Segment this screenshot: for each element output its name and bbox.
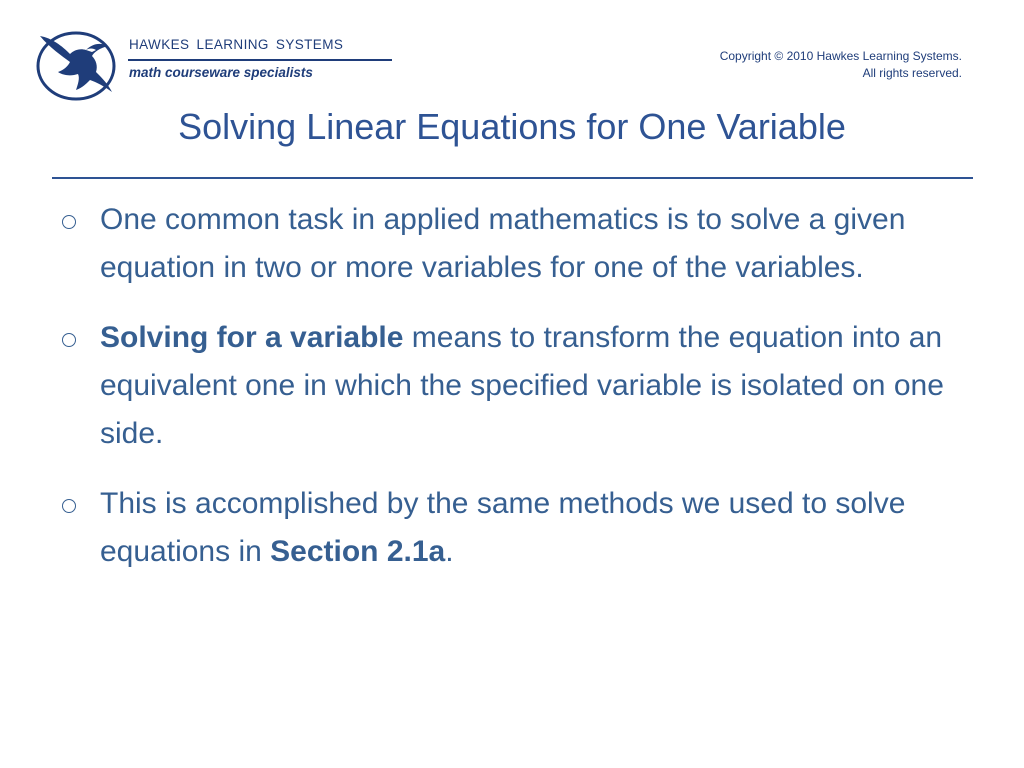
title-divider [52,177,973,179]
copyright-line: Copyright © 2010 Hawkes Learning Systems. [719,49,962,63]
hawk-icon [34,26,118,102]
bullet-item [62,196,967,292]
bullet-end: . [445,535,454,568]
slide-title: Solving Linear Equations for One Variable [178,106,846,147]
bullet-item [62,314,967,458]
company-tagline: math courseware specialists [129,65,313,80]
hollow-circle-bullet-icon [62,333,76,347]
bullet-text: This is accomplished by the same methods we used to solve equations in [100,487,906,568]
hollow-circle-bullet-icon [62,499,76,513]
bullet-item [62,480,967,576]
company-divider [128,59,392,61]
section-reference: Section 2.1a [270,535,446,568]
bullet-list [62,196,967,598]
bullet-term: Solving for a variable [100,321,404,354]
rights-line: All rights reserved. [862,66,962,80]
hollow-circle-bullet-icon [62,215,76,229]
company-name: HAWKES LEARNING SYSTEMS [129,37,344,52]
copyright-notice [720,48,962,82]
bullet-text: means to transform the equation into an equivalent one in which the specified variable is isolated on one side. [100,321,944,450]
bullet-text: One common task in applied mathematics is to solve a given equation in two or more variables for one of the variables. [100,203,906,284]
